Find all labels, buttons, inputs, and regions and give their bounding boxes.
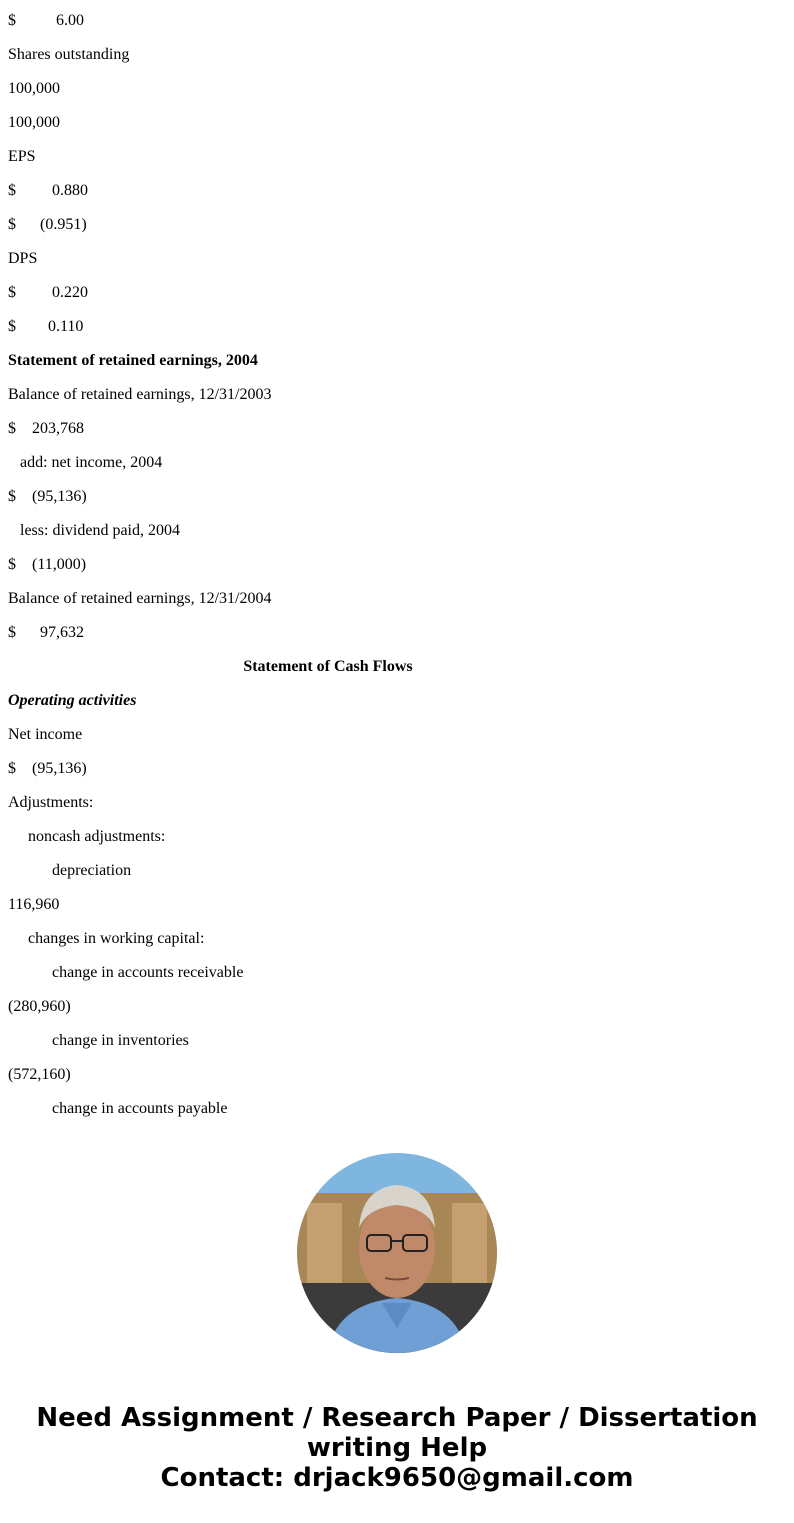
avatar: [297, 1153, 497, 1353]
text-line: 100,000: [8, 114, 60, 131]
section-heading: Statement of retained earnings, 2004: [8, 352, 258, 369]
text-line: $ (0.951): [8, 216, 87, 233]
document-body: [8, 0, 786, 1122]
text-line: changes in working capital:: [28, 930, 205, 947]
text-line: DPS: [8, 250, 38, 267]
text-line: less: dividend paid, 2004: [20, 522, 180, 539]
promo-banner: [0, 1153, 794, 1493]
text-line: change in inventories: [52, 1032, 189, 1049]
text-line: $ 6.00: [8, 12, 84, 29]
text-line: (572,160): [8, 1066, 71, 1083]
text-line: Net income: [8, 726, 83, 743]
text-line: 100,000: [8, 80, 60, 97]
text-line: $ 97,632: [8, 624, 84, 641]
text-line: $ (95,136): [8, 760, 87, 777]
section-heading: Statement of Cash Flows: [243, 658, 413, 675]
text-line: $ 203,768: [8, 420, 84, 437]
text-line: noncash adjustments:: [28, 828, 166, 845]
text-line: $ (11,000): [8, 556, 87, 573]
text-line: depreciation: [52, 862, 132, 879]
promo-line-2: writing Help: [306, 1433, 488, 1463]
text-line: $ 0.110: [8, 318, 84, 335]
promo-text: [0, 1403, 794, 1493]
text-line: Shares outstanding: [8, 46, 130, 63]
section-heading: Operating activities: [8, 692, 137, 709]
text-line: Adjustments:: [8, 794, 94, 811]
text-line: EPS: [8, 148, 36, 165]
text-line: change in accounts receivable: [52, 964, 244, 981]
text-line: change in accounts payable: [52, 1100, 228, 1117]
text-line: Balance of retained earnings, 12/31/2004: [8, 590, 272, 607]
text-line: $ (95,136): [8, 488, 87, 505]
text-line: 116,960: [8, 896, 60, 913]
promo-line-3: Contact: drjack9650@gmail.com: [160, 1463, 634, 1493]
text-line: (280,960): [8, 998, 71, 1015]
promo-line-1: Need Assignment / Research Paper / Dissertation: [36, 1403, 758, 1433]
text-line: $ 0.880: [8, 182, 88, 199]
text-line: add: net income, 2004: [20, 454, 163, 471]
text-line: Balance of retained earnings, 12/31/2003: [8, 386, 272, 403]
text-line: $ 0.220: [8, 284, 88, 301]
